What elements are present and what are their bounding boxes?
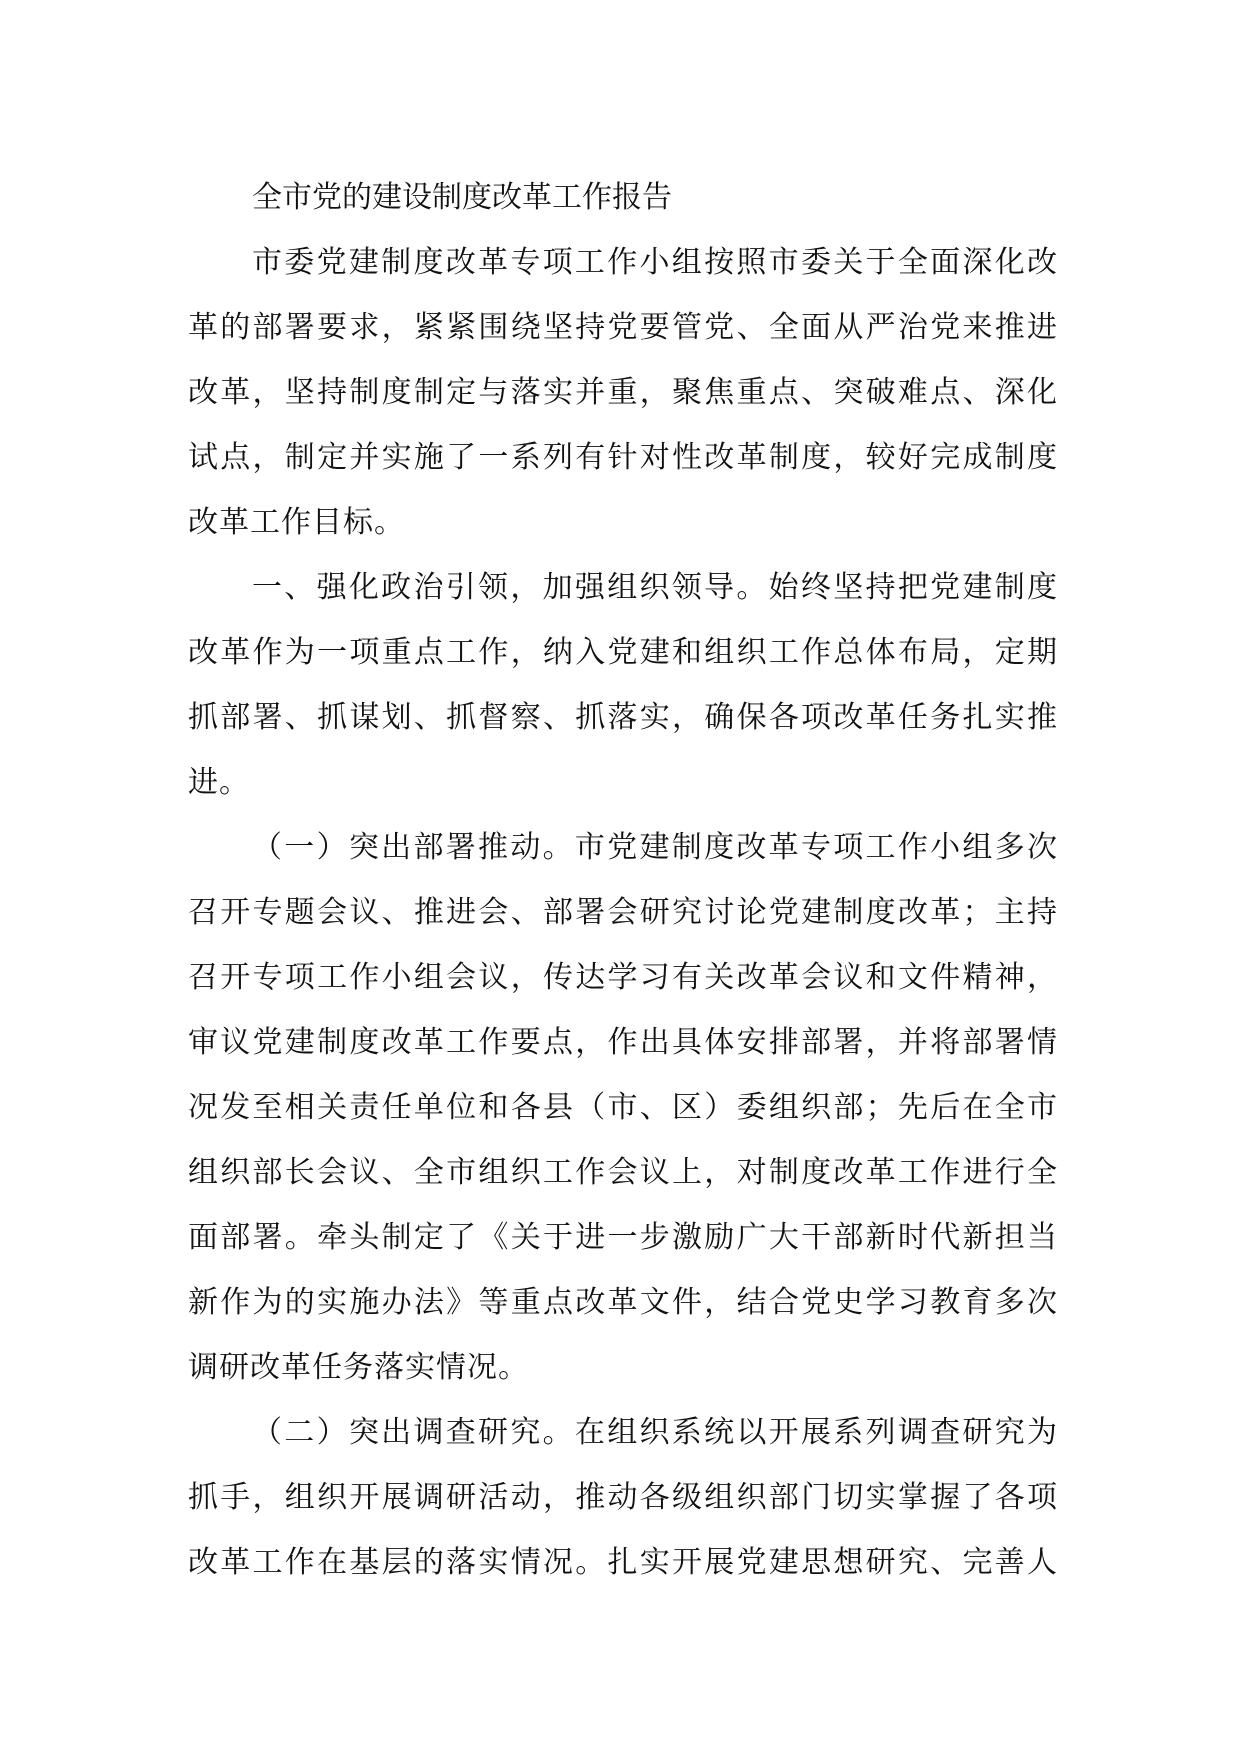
paragraph-subsection-1 (188, 815, 1058, 1400)
text-line: 面部署。牵头制定了《关于进一步激励广大干部新时代新担当 (188, 1220, 1058, 1255)
text-line: 组织部长会议、全市组织工作会议上，对制度改革工作进行全 (188, 1155, 1058, 1190)
text-line: 抓手，组织开展调研活动，推动各级组织部门切实掌握了各项 (188, 1480, 1058, 1515)
paragraph-section-1 (188, 555, 1058, 815)
text-line: 改革，坚持制度制定与落实并重，聚焦重点、突破难点、深化 (188, 375, 1058, 410)
text-line: 改革作为一项重点工作，纳入党建和组织工作总体布局，定期 (188, 635, 1058, 670)
text-line: 一、强化政治引领，加强组织领导。始终坚持把党建制度 (252, 570, 1058, 605)
text-line: 市委党建制度改革专项工作小组按照市委关于全面深化改 (252, 245, 1058, 280)
paragraph-intro (188, 230, 1058, 555)
text-line: 新作为的实施办法》等重点改革文件，结合党史学习教育多次 (188, 1285, 1058, 1320)
text-line: 革的部署要求，紧紧围绕坚持党要管党、全面从严治党来推进 (188, 310, 1058, 345)
text-line: 改革工作在基层的落实情况。扎实开展党建思想研究、完善人 (188, 1545, 1058, 1580)
text-line: 况发至相关责任单位和各县（市、区）委组织部；先后在全市 (188, 1090, 1058, 1125)
text-line: 试点，制定并实施了一系列有针对性改革制度，较好完成制度 (188, 440, 1058, 475)
text-line: 召开专项工作小组会议，传达学习有关改革会议和文件精神， (188, 960, 1058, 995)
document-body (188, 165, 1058, 1595)
text-line: （一）突出部署推动。市党建制度改革专项工作小组多次 (252, 830, 1058, 865)
paragraph-subsection-2 (188, 1400, 1058, 1595)
text-line: 召开专题会议、推进会、部署会研究讨论党建制度改革；主持 (188, 895, 1058, 930)
text-line: 审议党建制度改革工作要点，作出具体安排部署，并将部署情 (188, 1025, 1058, 1060)
text-line: 调研改革任务落实情况。 (188, 1350, 529, 1385)
text-line: 改革工作目标。 (188, 505, 405, 540)
text-line: （二）突出调查研究。在组织系统以开展系列调查研究为 (252, 1415, 1058, 1450)
text-line: 进。 (188, 765, 250, 800)
text-line: 抓部署、抓谋划、抓督察、抓落实，确保各项改革任务扎实推 (188, 700, 1058, 735)
document-title: 全市党的建设制度改革工作报告 (252, 180, 672, 215)
